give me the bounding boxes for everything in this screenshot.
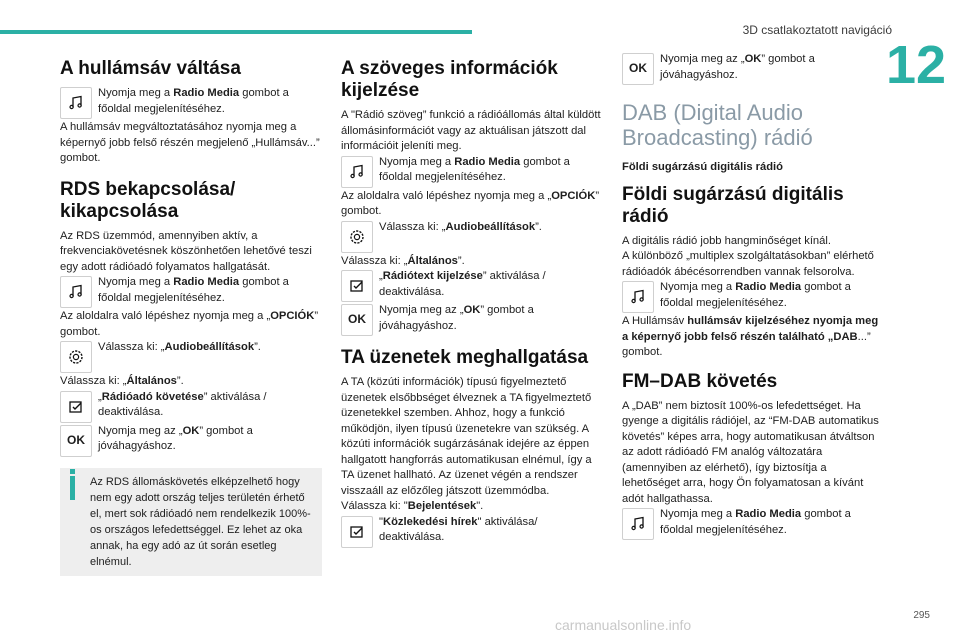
music-note-icon [622, 281, 654, 313]
step-ok: OK Nyomja meg az „OK” gombot a jóváhagyáshoz. [341, 303, 603, 337]
column-2 [341, 52, 603, 549]
watermark: carmanualsonline.info [555, 617, 692, 633]
paragraph: Válassza ki: „Általános”. [60, 375, 184, 387]
column-3 [622, 52, 884, 541]
page-number: 295 [913, 610, 930, 621]
ok-button-icon: OK [341, 304, 373, 336]
paragraph: Válassza ki: "Bejelentések". [341, 500, 484, 512]
paragraph: A különböző „multiplex szolgáltatásokban” elérhető rádióadók ábécésorrendben vannak felsorolva. [622, 250, 874, 278]
step-radio-media: Nyomja meg a Radio Media gombot a főoldal megjelenítéséhez. [622, 280, 884, 314]
paragraph: A "Rádió szöveg” funkció a rádióállomás által küldött állomásinformációt vagy az aktuálisan játszott dal információit jeleníti meg. [341, 109, 601, 152]
heading-text-info: A szöveges információk kijelzése [341, 58, 558, 101]
checkbox-icon [341, 516, 373, 548]
subheading: Földi sugárzású digitális rádió [622, 161, 784, 173]
paragraph: Az aloldalra való lépéshez nyomja meg a „OPCIÓK” gombot. [60, 310, 319, 338]
header-accent-bar [0, 30, 472, 34]
paragraph: A Hullámsáv hullámsáv kijelzéséhez nyomja meg a képernyő jobb felső részén található „DAB...” gombot. [622, 315, 879, 358]
paragraph: A „DAB” nem biztosít 100%-os lefedettséget. Ha gyenge a digitális rádiójel, az “FM-DAB automatikus követés” képes arra, hogy automatikusan átváltson az adott rádióadó FM analóg változatára (amennyiben az elérhető), így biztosítja a lehetőséget arra, hogy Ön folyamatosan a kívánt adót hallgathassa. [622, 399, 879, 505]
music-note-icon [341, 156, 373, 188]
step-ok: OK Nyomja meg az „OK” gombot a jóváhagyáshoz. [622, 52, 884, 86]
step-radio-media: Nyomja meg a Radio Media gombot a főoldal megjelenítéséhez. [60, 86, 322, 120]
paragraph: A TA (közúti információk) típusú figyelmeztető üzenetek elsőbbséget élveznek a TA figyelmeztető üzenetekkel szemben. Ahhoz, hogy a funkció működjön, ilyen típusú üzenetekre van szükség. A közúti információk sugárzásának idejére az éppen hallgatott hangforrás automatikusan elnémul, így a TA üzenet hallható. Az üzenet végén a rendszer visszaáll az előzőleg játszott üzemmódba. [341, 376, 592, 497]
section-title: 3D csatlakoztatott navigáció [742, 23, 892, 37]
heading-fm-dab: FM–DAB követés [622, 370, 778, 392]
step-toggle: „Rádióadó követése” aktiválása / deaktiválása. [60, 390, 322, 424]
music-note-icon [622, 508, 654, 540]
paragraph: A hullámsáv megváltoztatásához nyomja meg a képernyő jobb felső részén megjelenő „Hullámsáv...” gombot. [60, 121, 320, 164]
paragraph: Az aloldalra való lépéshez nyomja meg a „OPCIÓK” gombot. [341, 189, 600, 217]
heading-wave-switch: A hullámsáv váltása [60, 58, 241, 79]
paragraph: Az RDS üzemmód, amennyiben aktív, a frekvenciakövetésnek köszönhetően lehetővé teszi egy adott rádióadó folyamatos hallgatását. [60, 229, 312, 273]
heading-ta: TA üzenetek meghallgatása [341, 347, 589, 368]
checkbox-icon [341, 270, 373, 302]
step-toggle: „Rádiótext kijelzése” aktiválása / deaktiválása. [341, 269, 603, 303]
chapter-number: 12 [886, 35, 947, 95]
step-audio-settings: Válassza ki: „Audiobeállítások”. [341, 220, 603, 254]
step-toggle: "Közlekedési hírek" aktiválása/ deaktiválása. [341, 515, 603, 549]
paragraph: Válassza ki: „Általános”. [341, 254, 465, 267]
checkbox-icon [60, 391, 92, 423]
step-radio-media: Nyomja meg a Radio Media gombot a főoldal megjelenítéséhez. [60, 275, 322, 309]
ok-button-icon: OK [60, 425, 92, 457]
step-radio-media: Nyomja meg a Radio Media gombot a főoldal megjelenítéséhez. [341, 155, 603, 189]
heading-terrestrial: Földi sugárzású digitális rádió [622, 183, 844, 227]
settings-icon [60, 341, 92, 373]
music-note-icon [60, 87, 92, 119]
settings-icon [341, 221, 373, 253]
info-box: Az RDS állomáskövetés elképzelhető hogy nem egy adott ország teljes területén érhető el, mert sok rádióadó nem rendelkezik 100%-os országos lefedettséggel. Ez lehet az oka annak, ha egy adó az út során esetleg elnémul. [60, 468, 322, 576]
step-radio-media: Nyomja meg a Radio Media gombot a főoldal megjelenítéséhez. [622, 507, 884, 541]
heading-rds: RDS bekapcsolása/ kikapcsolása [60, 178, 236, 222]
paragraph: A digitális rádió jobb hangminőséget kínál. [622, 234, 831, 247]
info-icon [70, 469, 75, 474]
column-1 [60, 52, 322, 576]
music-note-icon [60, 276, 92, 308]
step-ok: OK Nyomja meg az „OK” gombot a jóváhagyáshoz. [60, 424, 322, 458]
ok-button-icon: OK [622, 53, 654, 85]
heading-dab: DAB (Digital Audio Broadcasting) rádió [622, 100, 813, 150]
step-audio-settings: Válassza ki: „Audiobeállítások”. [60, 340, 322, 374]
